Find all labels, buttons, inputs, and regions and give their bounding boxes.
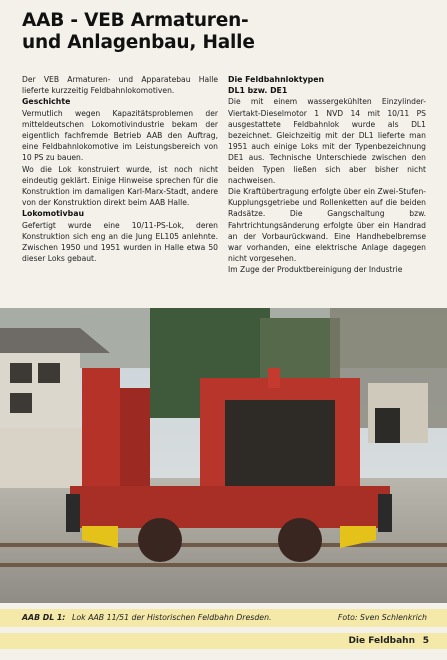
title-line-2: und Anlagenbau, Halle [22, 32, 255, 53]
paragraph: Gefertigt wurde eine 10/11-PS-Lok, deren Konstruktion sich eng an die Jung EL105 anlehnte. Zwischen 1950 und 1951 wurden in Halle etwa 50 dieser Loks gebaut. [22, 220, 218, 264]
page-footer [0, 633, 447, 649]
locomotive-photo [0, 308, 447, 603]
section-heading-geschichte: Geschichte [22, 97, 71, 107]
photo-credit: Foto: Sven Schlenkrich [337, 613, 427, 622]
left-column [22, 74, 218, 264]
paragraph: Der VEB Armaturen- und Apparatebau Halle lieferte kurzzeitig Feldbahnlokomotiven. [22, 75, 218, 96]
paragraph: Vermutlich wegen Kapazitätsproblemen der mitteldeutschen Lokomotivindustrie bekam der eigentlich fachfremde Betrieb AAB den Auftrag, eine Feldbahnlokomotive im Leistungsbereich von 10 PS zu bauen. [22, 108, 218, 163]
page-number: 5 [422, 636, 429, 646]
section-heading-lokomotivbau: Lokomotivbau [22, 209, 85, 219]
photo-caption [0, 609, 447, 627]
caption-text: Lok AAB 11/51 der Historischen Feldbahn Dresden. [72, 613, 272, 622]
magazine-name: Die Feldbahn [348, 636, 415, 646]
paragraph: Wo die Lok konstruiert wurde, ist noch nicht eindeutig geklärt. Einige Hinweise sprechen für die Konstruktion im damaligen Karl-Marx-Stadt, andere von der Konstruktion direkt beim AAB Halle. [22, 164, 218, 208]
paragraph: Die mit einem wassergekühlten Einzylinder-Viertakt-Dieselmotor 1 NVD 14 mit 10/11 PS ausgestattete Feldbahnlok wurde als DL1 bezeichnet. Gleichzeitig mit der DL1 lieferte man 1951 auch einige Loks mit der Typenbezeichnung DE1 aus. Technische Unterschiede zwischen den beiden Typen ließen sich aber bisher nicht nachweisen. [228, 97, 426, 185]
article-title [22, 10, 422, 54]
right-column [228, 74, 426, 276]
paragraph: Die Kraftübertragung erfolgte über ein Zwei-Stufen-Kupplungsgetriebe und Rollenketten auf die beiden Radsätze. Die Gangschaltung bzw. Fahrtrichtungsänderung erfolgte über ein Handrad an der Vorbaurückwand. Eine Handhebelbremse war vorhanden, eine elektrische Anlage dagegen nicht vorgesehen. [228, 187, 426, 264]
caption-title: AAB DL 1: [22, 613, 66, 622]
subheading-dl1: DL1 bzw. DE1 [228, 86, 288, 96]
title-line-1: AAB - VEB Armaturen- [22, 10, 249, 31]
section-heading-loktypen: Die Feldbahnloktypen [228, 75, 325, 84]
paragraph: Im Zuge der Produktbereinigung der Industrie [228, 265, 403, 275]
